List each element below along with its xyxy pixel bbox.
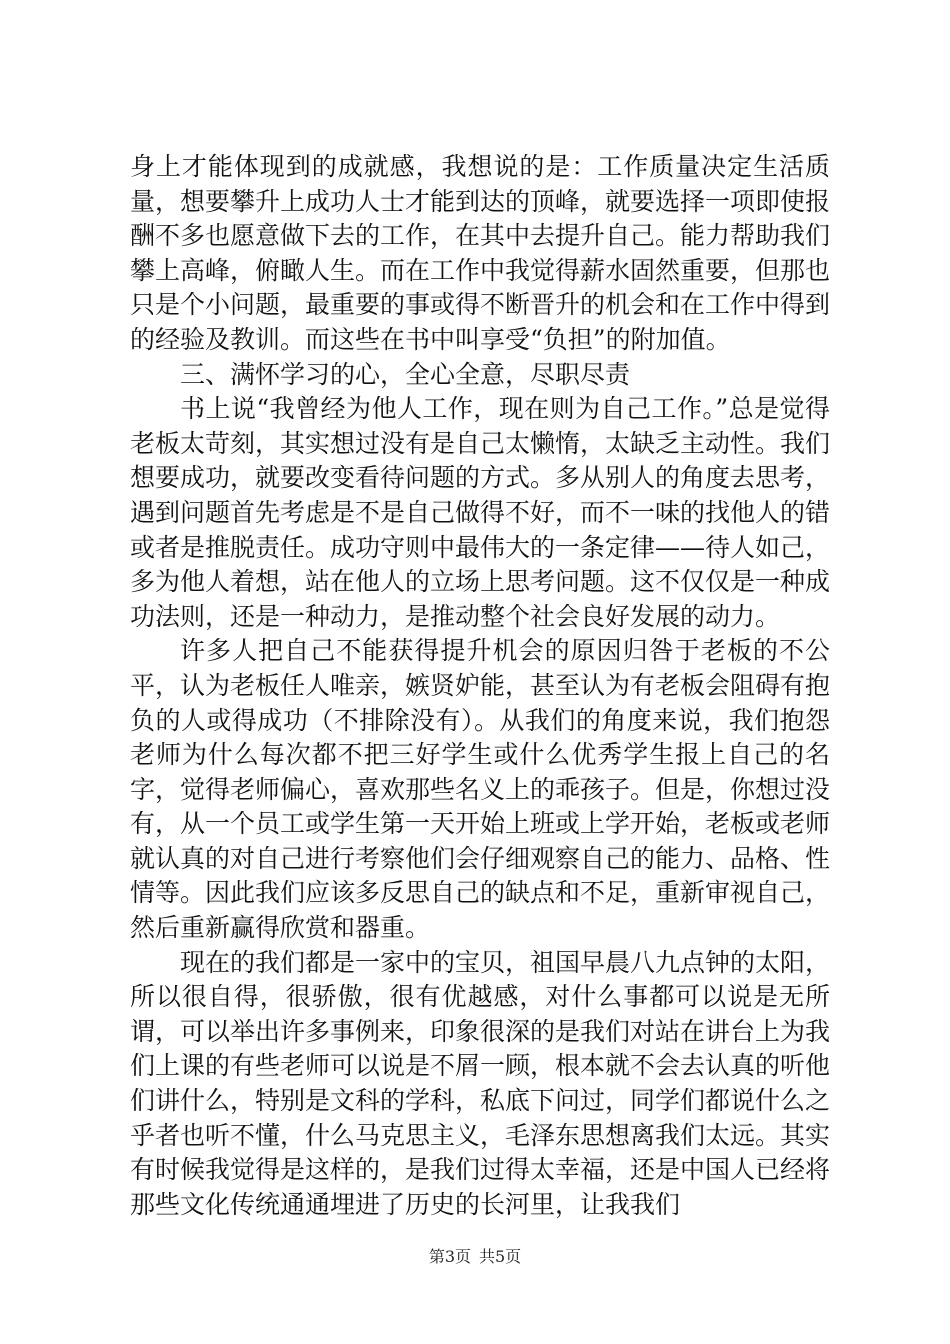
page-total: 共5页: [479, 1247, 522, 1266]
document-body: [130, 150, 830, 1222]
page-number: 第3页: [428, 1247, 471, 1266]
paragraph: 书上说“我曾经为他人工作，现在则为自己工作。”总是觉得老板太苛刻，其实想过没有是自己太懒惰，太缺乏主动性。我们想要成功，就要改变看待问题的方式。多从别人的角度去思考，遇到问题首先考虑是不是自己做得不好，而不一味的找他人的错或者是推脱责任。成功守则中最伟大的一条定律——待人如己，多为他人着想，站在他人的立场上思考问题。这不仅仅是一种成功法则，还是一种动力，是推动整个社会良好发展的动力。: [130, 394, 831, 631]
paragraph: 现在的我们都是一家中的宝贝，祖国早晨八九点钟的太阳，所以很自得，很骄傲，很有优越感，对什么事都可以说是无所谓，可以举出许多事例来，印象很深的是我们对站在讲台上为我们上课的有些老师可以说是不屑一顾，根本就不会去认真的听他们讲什么，特别是文科的学科，私底下问过，同学们都说什么之乎者也听不懂，什么马克思主义，毛泽东思想离我们太远。其实有时候我觉得是这样的，是我们过得太幸福，还是中国人已经将那些文化传统通通埋进了历史的长河里，让我我们: [130, 947, 831, 1219]
paragraph-continuation: 身上才能体现到的成就感，我想说的是：工作质量决定生活质量，想要攀升上成功人士才能到达的顶峰，就要选择一项即使报酬不多也愿意做下去的工作，在其中去提升自己。能力帮助我们攀上高峰，俯瞰人生。而在工作中我觉得薪水固然重要，但那也只是个小问题，最重要的事或得不断晋升的机会和在工作中得到的经验及教训。而这些在书中叫享受“负担”的附加值。: [130, 152, 831, 354]
page-footer: [0, 1244, 950, 1267]
paragraph: 许多人把自己不能获得提升机会的原因归咎于老板的不公平，认为老板任人唯亲，嫉贤妒能，甚至认为有老板会阻碍有抱负的人或得成功（不排除没有）。从我们的角度来说，我们抱怨老师为什么每次都不把三好学生或什么优秀学生报上自己的名字，觉得老师偏心，喜欢那些名义上的乖孩子。但是，你想过没有，从一个员工或学生第一天开始上班或上学开始，老板或老师就认真的对自己进行考察他们会仔细观察自己的能力、品格、性情等。因此我们应该多反思自己的缺点和不足，重新审视自己，然后重新赢得欣赏和器重。: [130, 636, 831, 943]
section-heading: 三、满怀学习的心，全心全意，尽职尽责: [180, 359, 631, 389]
